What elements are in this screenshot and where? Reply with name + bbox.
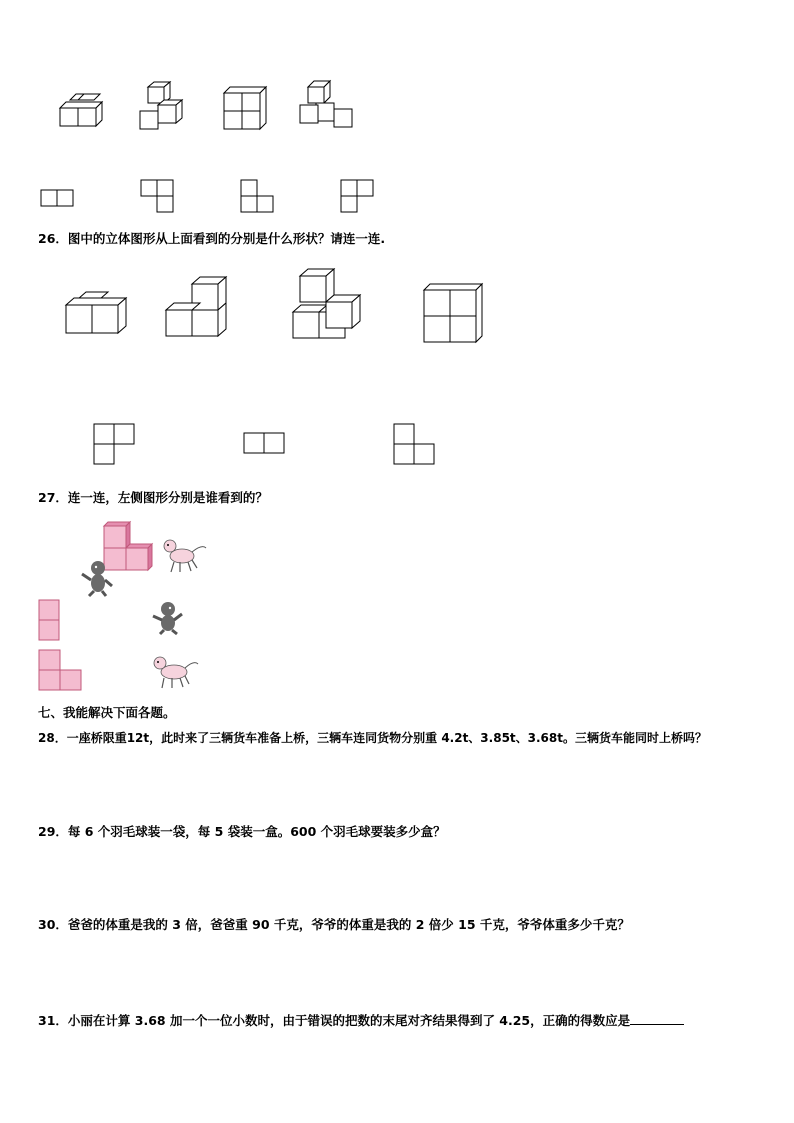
dog-icon <box>154 657 198 688</box>
dog-icon <box>164 540 206 572</box>
top-views-row-26 <box>92 422 442 466</box>
question-28: 28．一座桥限重12t，此时来了三辆货车准备上桥，三辆车连同货物分别重 4.2t、3.85t、3.68t。三辆货车能同时上桥吗？ <box>38 731 707 745</box>
view-26-b <box>244 433 284 453</box>
question-26: 26．图中的立体图形从上面看到的分别是什么形状？请连一连. <box>38 231 386 246</box>
question-29: 29．每 6 个羽毛球装一袋，每 5 袋装一盒。600 个羽毛球要装多少盒？ <box>38 824 446 839</box>
solid-26-d <box>424 284 482 342</box>
solids-row-26 <box>60 268 490 348</box>
top-views-row-1 <box>40 178 380 218</box>
solid-26-b <box>166 277 226 336</box>
question-30: 30．爸爸的体重是我的 3 倍，爸爸重 90 千克，爷爷的体重是我的 2 倍少 15 千克，爷爷体重多少千克？ <box>38 917 630 932</box>
solid-c <box>224 87 266 129</box>
monkey-icon <box>153 602 182 634</box>
answer-blank[interactable] <box>630 1012 684 1025</box>
solid-a <box>60 94 102 126</box>
view-26-c <box>394 424 434 464</box>
solid-b <box>140 82 182 129</box>
solids-row-1 <box>50 75 370 140</box>
solid-26-c <box>293 269 360 338</box>
pink-solid-with-viewers <box>76 518 216 598</box>
question-27: 27．连一连，左侧图形分别是谁看到的？ <box>38 490 268 505</box>
view-b <box>141 180 173 212</box>
solid-d <box>300 81 352 127</box>
side-view-l-shape <box>39 650 81 690</box>
view-d <box>341 180 373 212</box>
pink-solid <box>104 522 152 570</box>
section-7-heading: 七、我能解决下面各题。 <box>38 705 176 720</box>
solid-26-a <box>66 292 126 333</box>
front-view-column <box>39 600 59 640</box>
answer-figures-27 <box>38 598 218 693</box>
view-a <box>41 190 73 206</box>
question-31: 31．小丽在计算 3.68 加一个一位小数时，由于错误的把数的末尾对齐结果得到了 4.25，正确的得数应是 <box>38 1013 631 1028</box>
view-c <box>241 180 273 212</box>
question-31-row <box>38 1011 684 1029</box>
view-26-a <box>94 424 134 464</box>
